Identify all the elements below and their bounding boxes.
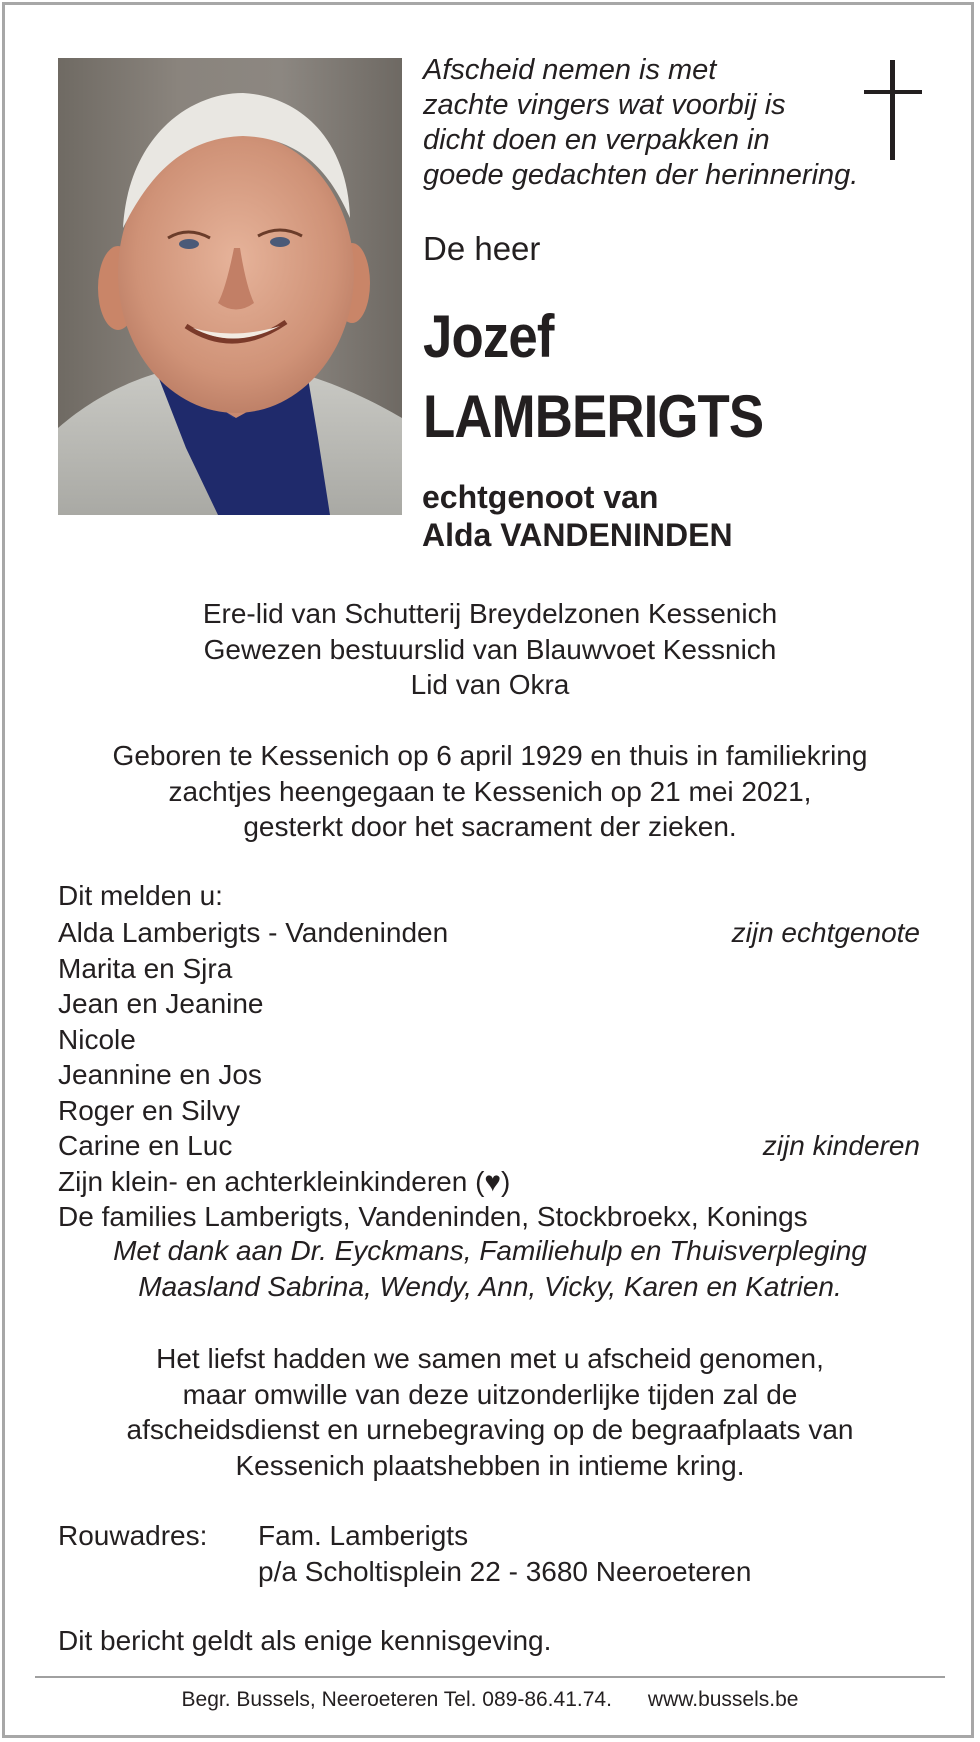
birth-death-line: zachtjes heengegaan te Kessenich op 21 mei 2021, <box>168 775 812 807</box>
ceremony-message <box>40 1341 940 1483</box>
list-item <box>58 1057 920 1093</box>
portrait-drawing <box>58 58 402 515</box>
list-item <box>58 986 920 1022</box>
portrait-photo <box>58 58 402 515</box>
list-item <box>58 951 920 987</box>
website-link[interactable]: www.bussels.be <box>647 1688 799 1711</box>
latin-cross-icon <box>864 60 922 160</box>
birth-death-line: gesterkt door het sacrament der zieken. <box>243 811 737 842</box>
list-item <box>58 1164 920 1200</box>
birth-death-info <box>40 738 940 845</box>
poem-line: goede gedachten der herinnering. <box>423 159 859 191</box>
address-label: Rouwadres: <box>58 1520 208 1551</box>
relative-name: Zijn klein- en achterkleinkinderen (♥) <box>58 1165 511 1197</box>
first-name: Jozef <box>423 303 554 370</box>
affiliation-line: Ere-lid van Schutterij Breydelzonen Kessenich <box>202 598 778 629</box>
relation-note: zijn echtgenote <box>731 917 920 948</box>
relative-name: Nicole <box>58 1023 136 1055</box>
footer <box>0 1688 980 1712</box>
relative-name: Jean en Jeanine <box>58 988 264 1019</box>
ceremony-line: afscheidsdienst en urnebegraving op de begraafplaats van <box>126 1414 854 1445</box>
affiliations <box>40 596 940 703</box>
spouse-name: Alda VANDENINDEN <box>422 517 733 553</box>
last-name: LAMBERIGTS <box>423 383 764 450</box>
relative-name: Carine en Luc <box>58 1130 233 1161</box>
footer-divider <box>35 1676 945 1678</box>
list-item <box>58 1093 920 1129</box>
relation-note: zijn kinderen <box>762 1130 920 1161</box>
address-line: Fam. Lamberigts <box>258 1520 469 1551</box>
list-item <box>58 1128 920 1164</box>
thanks-line: Met dank aan Dr. Eyckmans, Familiehulp en Thuisverpleging <box>113 1235 867 1266</box>
ceremony-line: maar omwille van deze uitzonderlijke tijden zal de <box>182 1378 798 1410</box>
announcement-intro: Dit melden u: <box>58 880 223 911</box>
poem-line: zachte vingers wat voorbij is <box>423 89 786 121</box>
address-value <box>258 1518 751 1589</box>
relative-name: Marita en Sjra <box>58 952 233 984</box>
relative-name: Roger en Silvy <box>58 1094 241 1126</box>
ceremony-line: Kessenich plaatshebben in intieme kring. <box>235 1449 745 1481</box>
ceremony-line: Het liefst hadden we samen met u afscheid genomen, <box>156 1343 824 1374</box>
thanks-message <box>40 1233 940 1304</box>
poem-line: dicht doen en verpakken in <box>423 124 770 156</box>
relative-name: Alda Lamberigts - Vandeninden <box>58 917 449 948</box>
affiliation-line: Lid van Okra <box>410 669 570 700</box>
relative-name: Jeannine en Jos <box>58 1059 262 1090</box>
address-line: p/a Scholtisplein 22 - 3680 Neeroeteren <box>258 1555 752 1587</box>
spouse-relation: echtgenoot van <box>422 479 659 515</box>
poem-line: Afscheid nemen is met <box>423 54 717 86</box>
birth-death-line: Geboren te Kessenich op 6 april 1929 en thuis in familiekring <box>112 740 868 771</box>
spouse-info <box>422 478 733 554</box>
relatives-list <box>58 915 920 1235</box>
list-item <box>58 915 920 951</box>
list-item <box>58 1199 920 1235</box>
relative-name: De families Lamberigts, Vandeninden, Stockbroekx, Konings <box>58 1201 808 1232</box>
deceased-name <box>423 297 763 457</box>
affiliation-line: Gewezen bestuurslid van Blauwvoet Kessnich <box>203 633 777 665</box>
funeral-home-info: Begr. Bussels, Neeroeteren Tel. 089-86.41.74. <box>181 1688 612 1711</box>
honorific: De heer <box>423 230 541 267</box>
poem <box>423 53 863 193</box>
notice-text: Dit bericht geldt als enige kennisgeving. <box>58 1625 552 1656</box>
list-item <box>58 1022 920 1058</box>
thanks-line: Maasland Sabrina, Wendy, Ann, Vicky, Karen en Katrien. <box>138 1270 842 1302</box>
